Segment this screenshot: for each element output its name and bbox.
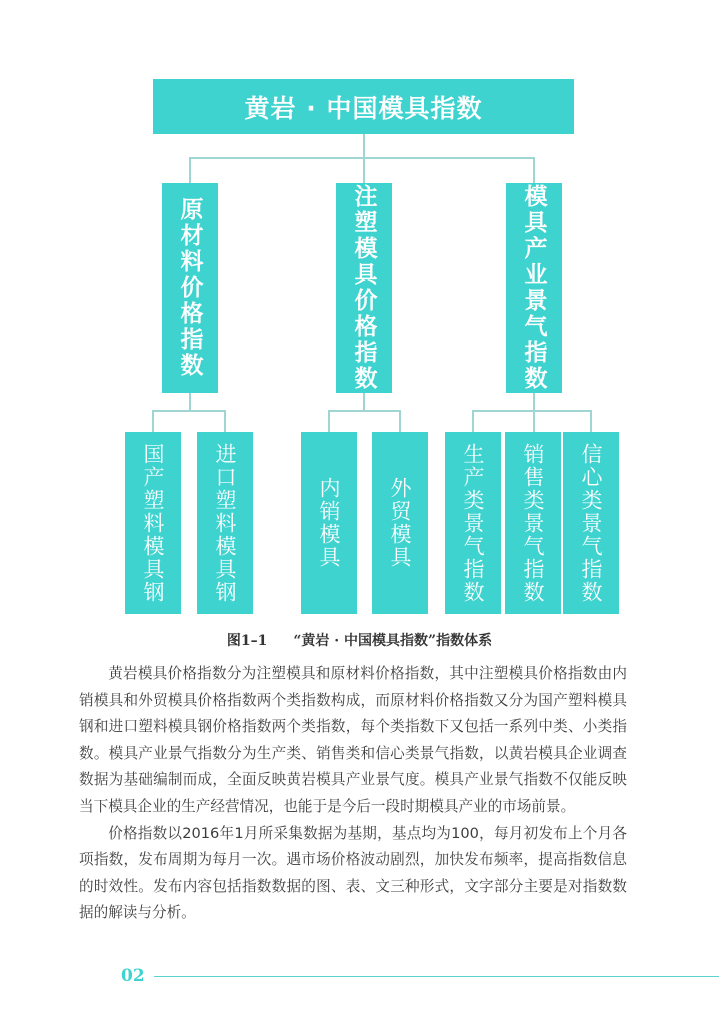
category-box-injection-mold	[336, 183, 392, 393]
leaf-label: 生产类景气指数	[461, 442, 485, 604]
page-number: 02	[121, 966, 145, 986]
leaf-box	[197, 432, 253, 614]
paragraph: 价格指数以2016年1月所采集数据为基期，基点均为100，每月初发布上个月各项指数，发布周期为每月一次。遇市场价格波动剧烈，加快发布频率，提高指数信息的时效性。发布内容包括指数数据的图、表、文三种形式，文字部分主要是对指数数据的解读与分析。	[79, 824, 627, 922]
connector-line	[189, 393, 191, 411]
category-label: 注塑模具价格指数	[350, 184, 377, 392]
diagram-root-box	[153, 79, 574, 134]
body-text	[79, 661, 627, 927]
leaf-label: 国产塑料模具钢	[141, 442, 165, 604]
leaf-label: 销售类景气指数	[521, 442, 545, 604]
category-label: 模具产业景气指数	[520, 184, 547, 392]
connector-line	[363, 393, 365, 411]
footer-divider	[154, 976, 719, 977]
leaf-box	[505, 432, 561, 614]
connector-line	[152, 410, 154, 432]
connector-line	[328, 410, 401, 412]
connector-line	[224, 410, 226, 432]
connector-line	[590, 410, 592, 432]
connector-line	[363, 134, 365, 158]
connector-line	[189, 157, 191, 183]
leaf-label: 外贸模具	[388, 477, 412, 569]
connector-line	[399, 410, 401, 432]
figure-caption	[0, 630, 719, 650]
connector-line	[472, 410, 474, 432]
leaf-box	[445, 432, 501, 614]
leaf-box	[563, 432, 619, 614]
diagram-root-label: 黄岩 · 中国模具指数	[244, 93, 483, 123]
category-box-industry-sentiment	[506, 183, 562, 393]
figure-title: “黄岩 · 中国模具指数”指数体系	[293, 633, 493, 649]
connector-line	[472, 410, 592, 412]
category-box-raw-material	[162, 183, 218, 393]
connector-line	[328, 410, 330, 432]
figure-number: 图1–1	[226, 633, 268, 649]
paragraph: 黄岩模具价格指数分为注塑模具和原材料价格指数，其中注塑模具价格指数由内销模具和外贸模具价格指数两个类指数构成，而原材料价格指数又分为国产塑料模具钢和进口塑料模具钢价格指数两个类指数，每个类指数下又包括一系列中类、小类指数。模具产业景气指数分为生产类、销售类和信心类景气指数，以黄岩模具企业调查数据为基础编制而成，全面反映黄岩模具产业景气度。模具产业景气指数不仅能反映当下模具企业的生产经营情况，也能于是今后一段时期模具产业的市场前景。	[79, 665, 627, 815]
connector-line	[533, 410, 535, 432]
connector-line	[533, 157, 535, 183]
leaf-label: 内销模具	[317, 477, 341, 569]
connector-line	[363, 157, 365, 183]
leaf-label: 进口塑料模具钢	[213, 442, 237, 604]
leaf-box	[372, 432, 428, 614]
connector-line	[189, 157, 535, 159]
connector-line	[152, 410, 226, 412]
leaf-box	[301, 432, 357, 614]
leaf-box	[125, 432, 181, 614]
leaf-label: 信心类景气指数	[579, 442, 603, 604]
category-label: 原材料价格指数	[176, 197, 203, 379]
connector-line	[533, 393, 535, 411]
